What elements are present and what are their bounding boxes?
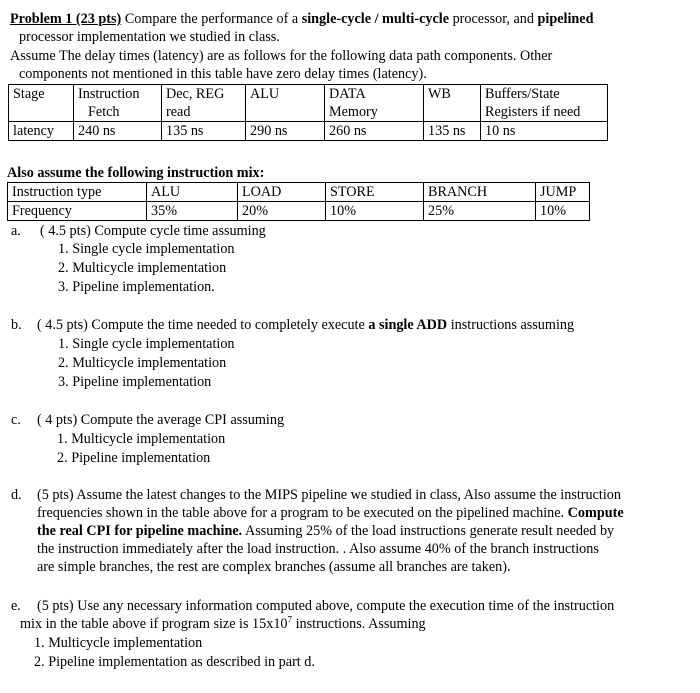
table-cell: 10%	[326, 202, 424, 221]
cell-text: Memory	[329, 104, 378, 120]
cell-text: Dec, REG	[166, 86, 225, 102]
intro-text-a: Compare the performance of a	[121, 11, 302, 27]
intro-text-c: processor, and	[449, 11, 538, 27]
cell-text: ALU	[250, 86, 280, 102]
part-b-text-b: a single ADD	[368, 317, 448, 333]
problem-header-line1	[10, 10, 594, 28]
table-cell: 290 ns	[246, 122, 325, 141]
part-d-line-3	[37, 522, 614, 540]
assume-line1: Assume The delay times (latency) are as follows for the following data path components. Other	[10, 48, 553, 64]
mix-heading: Also assume the following instruction mix:	[7, 165, 265, 181]
part-b-label: b.	[11, 317, 22, 333]
table-cell: JUMP	[536, 183, 590, 202]
table-cell: STORE	[326, 183, 424, 202]
table-cell: ALU	[147, 183, 238, 202]
part-d-line-2	[37, 504, 624, 522]
table-cell: 35%	[147, 202, 238, 221]
part-e-line-2a: mix in the table above if program size is 15x10	[20, 616, 288, 632]
table-cell: 10%	[536, 202, 590, 221]
table-cell: 25%	[424, 202, 536, 221]
part-e-line-2	[20, 615, 426, 633]
cell-text	[250, 103, 320, 121]
table-cell	[74, 85, 162, 122]
table-cell: 260 ns	[325, 122, 424, 141]
part-b-text	[37, 316, 574, 334]
part-a-text: ( 4.5 pts) Compute cycle time assuming	[40, 223, 266, 239]
part-d-line-3a: the real CPI for pipeline machine.	[37, 523, 243, 539]
cell-text: Registers if need	[485, 104, 581, 120]
table-row	[9, 122, 608, 141]
table-cell	[424, 85, 481, 122]
part-d-line-1: (5 pts) Assume the latest changes to the MIPS pipeline we studied in class, Also assume the instruction	[37, 487, 621, 503]
assume-line2: components not mentioned in this table have zero delay times (latency).	[19, 66, 427, 82]
exponent: 7	[287, 614, 293, 625]
part-e-line-1: (5 pts) Use any necessary information computed above, compute the execution time of the instruction	[37, 598, 615, 614]
table-cell: BRANCH	[424, 183, 536, 202]
cell-text: read	[166, 104, 191, 120]
part-d-line-2a: frequencies shown in the table above for a program to be executed on the pipelined machine.	[37, 505, 568, 521]
part-d-line-3b: Assuming 25% of the load instructions generate result needed by	[242, 523, 615, 539]
cell-text: Instruction	[78, 86, 140, 102]
part-a-item-1: 1. Single cycle implementation	[58, 241, 235, 257]
table-cell: 135 ns	[424, 122, 481, 141]
part-d-line-5: are simple branches, the rest are complex branches (assume all branches are taken).	[37, 559, 511, 575]
part-c-item-1: 1. Multicycle implementation	[57, 431, 226, 447]
table-row	[9, 85, 608, 122]
cell-text: DATA	[329, 86, 366, 102]
delay-table	[8, 84, 608, 141]
cell-text: WB	[428, 86, 451, 102]
cell-text	[13, 103, 69, 121]
table-cell: 20%	[238, 202, 326, 221]
part-d-line-4: the instruction immediately after the load instruction. . Also assume 40% of the branch instructions	[37, 541, 599, 557]
table-cell	[246, 85, 325, 122]
part-e-line-2b: instructions. Assuming	[292, 616, 426, 632]
table-cell: 135 ns	[162, 122, 246, 141]
table-cell: Frequency	[8, 202, 147, 221]
part-a-item-2: 2. Multicycle implementation	[58, 260, 227, 276]
table-cell: latency	[9, 122, 74, 141]
table-cell	[481, 85, 608, 122]
table-cell: Instruction type	[8, 183, 147, 202]
table-row	[8, 183, 590, 202]
part-a-item-3: 3. Pipeline implementation.	[58, 279, 215, 295]
problem-header-line2: processor implementation we studied in class.	[19, 29, 280, 45]
part-b-item-3: 3. Pipeline implementation	[58, 374, 212, 390]
table-cell: 240 ns	[74, 122, 162, 141]
cell-text	[428, 103, 476, 121]
problem-title: Problem 1 (23 pts)	[10, 11, 122, 27]
mix-table	[7, 182, 590, 221]
table-cell: LOAD	[238, 183, 326, 202]
cell-text: Stage	[13, 86, 45, 102]
table-row	[8, 202, 590, 221]
cell-text: Fetch	[88, 104, 120, 120]
part-e-label: e.	[11, 598, 21, 614]
part-b-item-1: 1. Single cycle implementation	[58, 336, 235, 352]
cell-text: Buffers/State	[485, 86, 560, 102]
part-e-item-1: 1. Multicycle implementation	[34, 635, 203, 651]
table-cell: 10 ns	[481, 122, 608, 141]
table-cell	[162, 85, 246, 122]
part-b-text-a: ( 4.5 pts) Compute the time needed to completely execute	[37, 317, 369, 333]
table-cell	[9, 85, 74, 122]
part-b-item-2: 2. Multicycle implementation	[58, 355, 227, 371]
table-cell	[325, 85, 424, 122]
part-c-label: c.	[11, 412, 21, 428]
intro-text-d: pipelined	[537, 11, 594, 27]
intro-text-b: single-cycle / multi-cycle	[301, 11, 450, 27]
part-d-label: d.	[11, 487, 22, 503]
part-c-text: ( 4 pts) Compute the average CPI assuming	[37, 412, 285, 428]
part-c-item-2: 2. Pipeline implementation	[57, 450, 211, 466]
part-d-line-2b: Compute	[567, 505, 624, 521]
part-b-text-c: instructions assuming	[447, 317, 575, 333]
part-e-item-2: 2. Pipeline implementation as described in part d.	[34, 654, 315, 670]
part-a-label: a.	[11, 223, 21, 239]
